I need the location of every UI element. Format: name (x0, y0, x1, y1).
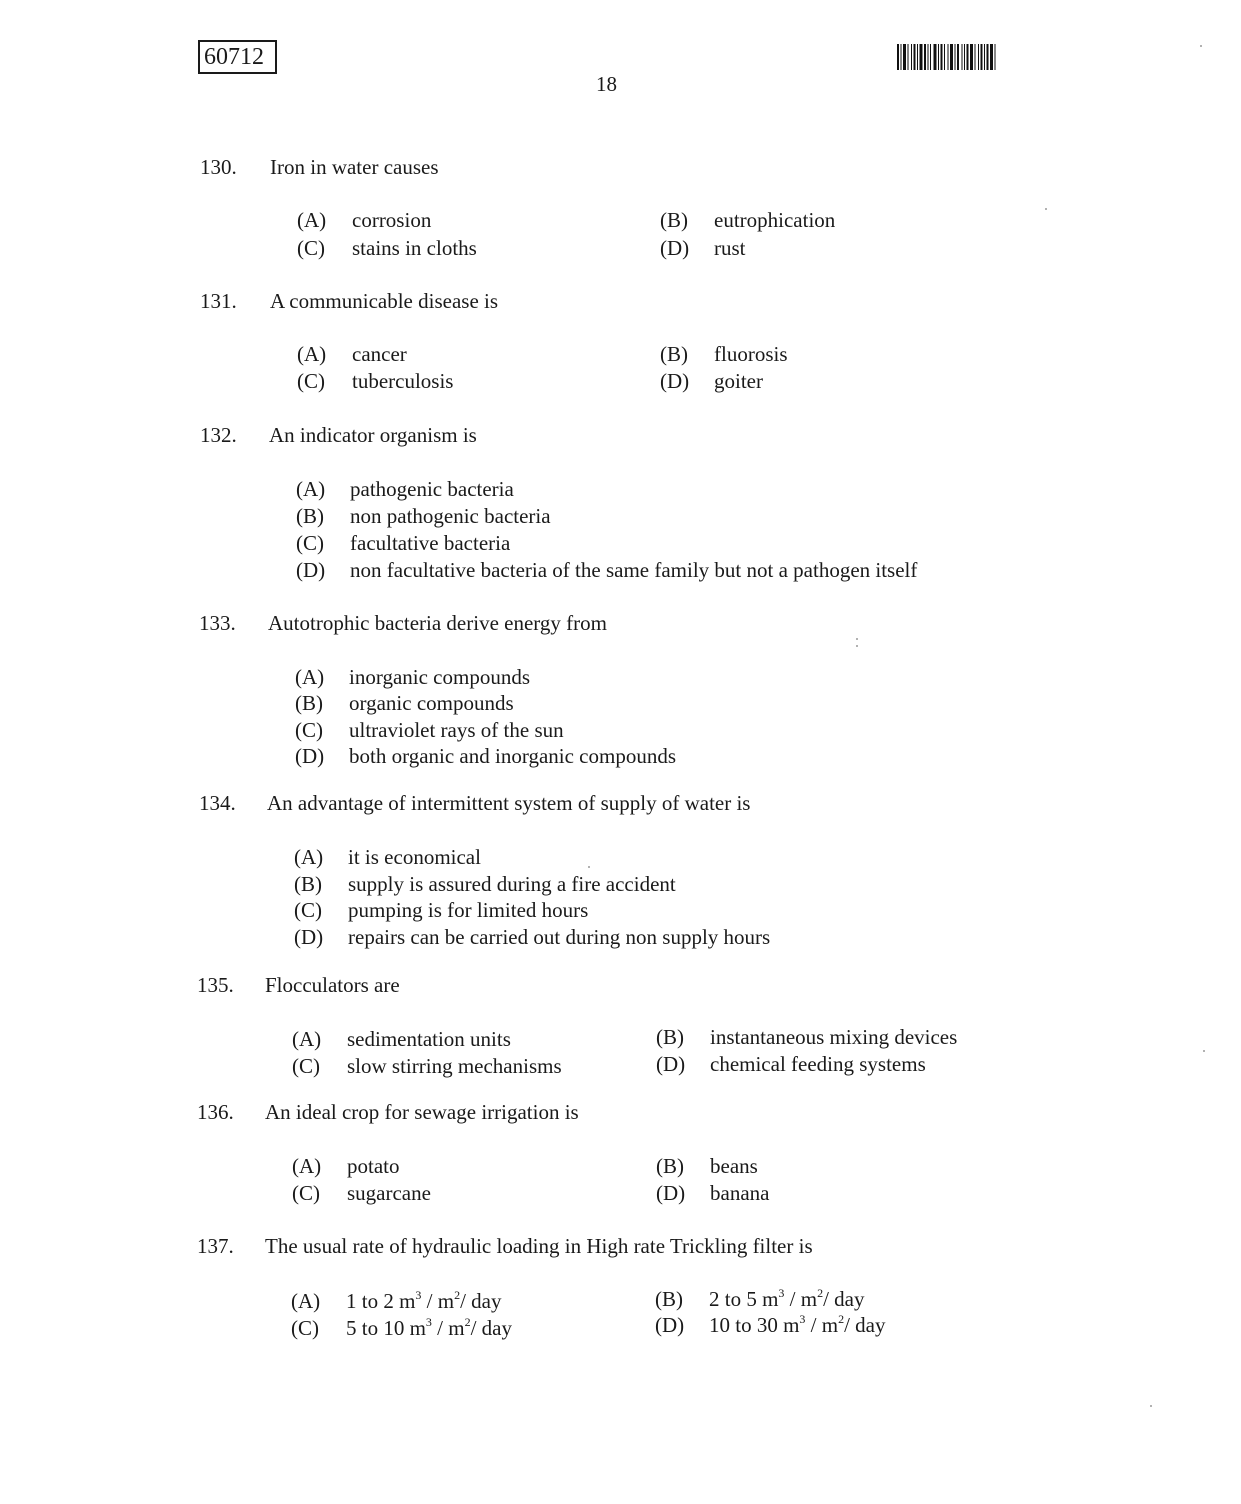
barcode-bar (908, 44, 909, 70)
barcode-bar (981, 44, 983, 70)
option-text: both organic and inorganic compounds (349, 744, 676, 768)
barcode-bar (928, 44, 929, 70)
option-text: inorganic compounds (349, 665, 531, 689)
option-letter: (A) (291, 1289, 321, 1313)
scan-speck (1200, 45, 1202, 47)
option-letter: (C) (291, 1316, 319, 1340)
option-letter: (D) (656, 1052, 686, 1076)
barcode-bar (987, 44, 989, 70)
barcode-bar (995, 44, 996, 70)
question-text: Autotrophic bacteria derive energy from (268, 611, 607, 635)
barcode-icon (897, 44, 1050, 70)
option-text: repairs can be carried out during non supply hours (348, 925, 771, 949)
option-text: 10 to 30 $m^3 / m^2/$ day (709, 1312, 886, 1337)
barcode-bar (914, 44, 916, 70)
option-text: 5 to 10 $m^3 / m^2/$ day (346, 1315, 512, 1340)
option-letter: (C) (296, 531, 324, 555)
barcode-bar (950, 44, 953, 70)
question-number: 133. (199, 611, 236, 635)
option-text: supply is assured during a fire accident (348, 872, 676, 896)
question-text: Iron in water causes (270, 155, 439, 179)
option-letter: (D) (655, 1313, 685, 1337)
option-text: instantaneous mixing devices (710, 1025, 958, 1049)
option-text: beans (710, 1154, 758, 1178)
barcode-bar (941, 44, 943, 70)
question-text: The usual rate of hydraulic loading in High rate Trickling filter is (265, 1234, 813, 1258)
option-text: tuberculosis (352, 369, 454, 393)
option-text: corrosion (352, 208, 432, 232)
option-letter: (A) (294, 845, 324, 869)
barcode-bar (970, 44, 973, 70)
option-letter: (B) (656, 1154, 684, 1178)
barcode-bar (978, 44, 979, 70)
option-text: ultraviolet rays of the sun (349, 718, 564, 742)
paper-code: 60712 (204, 44, 264, 70)
question-text: An ideal crop for sewage irrigation is (265, 1100, 579, 1124)
option-text: cancer (352, 342, 407, 366)
barcode-bar (917, 44, 918, 70)
option-text: banana (710, 1181, 770, 1205)
question-number: 130. (200, 155, 237, 179)
option-text: 1 to 2 $m^3 / m^2/$ day (346, 1288, 502, 1313)
barcode-bar (897, 44, 899, 70)
option-letter: (A) (297, 208, 327, 232)
question-text: Flocculators are (265, 973, 400, 997)
option-letter: (C) (294, 898, 322, 922)
option-letter: (D) (656, 1181, 686, 1205)
page-number: 18 (596, 72, 617, 96)
option-text: sedimentation units (347, 1027, 511, 1051)
barcode-bar (957, 44, 959, 70)
barcode-bar (955, 44, 956, 70)
question-number: 131. (200, 289, 237, 313)
option-text: facultative bacteria (350, 531, 511, 555)
question-number: 134. (199, 791, 236, 815)
option-text: chemical feeding systems (710, 1052, 926, 1076)
option-letter: (A) (296, 477, 326, 501)
option-letter: (C) (295, 718, 323, 742)
barcode-bar (990, 44, 993, 70)
barcode-bar (903, 44, 906, 70)
barcode-bar (944, 44, 945, 70)
option-text: potato (347, 1154, 400, 1178)
question-text: An indicator organism is (269, 423, 477, 447)
option-letter: (D) (296, 558, 326, 582)
question-number: 132. (200, 423, 237, 447)
barcode-bar (911, 44, 912, 70)
scan-speck (1203, 1050, 1205, 1052)
option-text: rust (714, 236, 746, 260)
option-letter: (A) (292, 1027, 322, 1051)
question-number: 137. (197, 1234, 234, 1258)
option-letter: (C) (292, 1181, 320, 1205)
scan-speck (856, 645, 858, 647)
option-letter: (C) (292, 1054, 320, 1078)
barcode-bar (962, 44, 963, 70)
option-letter: (B) (656, 1025, 684, 1049)
option-text: 2 to 5 $m^3 / m^2/$ day (709, 1286, 865, 1311)
barcode-bar (901, 44, 902, 70)
option-letter: (A) (297, 342, 327, 366)
question-text: A communicable disease is (270, 289, 499, 313)
option-text: goiter (714, 369, 763, 393)
barcode-bar (984, 44, 985, 70)
barcode-bar (975, 44, 976, 70)
paper-code-box (198, 40, 277, 74)
option-text: pumping is for limited hours (348, 898, 589, 922)
option-text: organic compounds (349, 691, 514, 715)
scan-speck (1150, 1405, 1152, 1407)
question-text: An advantage of intermittent system of supply of water is (267, 791, 751, 815)
option-text: it is economical (348, 845, 481, 869)
option-letter: (B) (295, 691, 323, 715)
barcode-bar (938, 44, 939, 70)
barcode-bar (920, 44, 923, 70)
question-number: 135. (197, 973, 234, 997)
barcode-bar (948, 44, 949, 70)
option-text: slow stirring mechanisms (347, 1054, 562, 1078)
barcode-bar (967, 44, 969, 70)
option-letter: (B) (660, 208, 688, 232)
option-letter: (A) (295, 665, 325, 689)
scan-speck (1045, 208, 1047, 210)
option-letter: (B) (655, 1287, 683, 1311)
option-text: stains in cloths (352, 236, 477, 260)
barcode-bar (930, 44, 931, 70)
option-text: eutrophication (714, 208, 836, 232)
option-letter: (A) (292, 1154, 322, 1178)
question-number: 136. (197, 1100, 234, 1124)
option-letter: (D) (660, 369, 690, 393)
barcode-bar (924, 44, 926, 70)
option-text: non facultative bacteria of the same family but not a pathogen itself (350, 558, 918, 582)
scan-speck (856, 638, 858, 640)
option-text: fluorosis (714, 342, 788, 366)
option-letter: (B) (660, 342, 688, 366)
option-letter: (D) (294, 925, 324, 949)
option-text: pathogenic bacteria (350, 477, 514, 501)
barcode-bar (964, 44, 965, 70)
option-letter: (C) (297, 369, 325, 393)
option-letter: (D) (660, 236, 690, 260)
option-letter: (B) (296, 504, 324, 528)
option-text: non pathogenic bacteria (350, 504, 551, 528)
option-letter: (B) (294, 872, 322, 896)
option-text: sugarcane (347, 1181, 431, 1205)
option-letter: (D) (295, 744, 325, 768)
scan-speck (588, 866, 590, 868)
barcode-bar (934, 44, 937, 70)
option-letter: (C) (297, 236, 325, 260)
